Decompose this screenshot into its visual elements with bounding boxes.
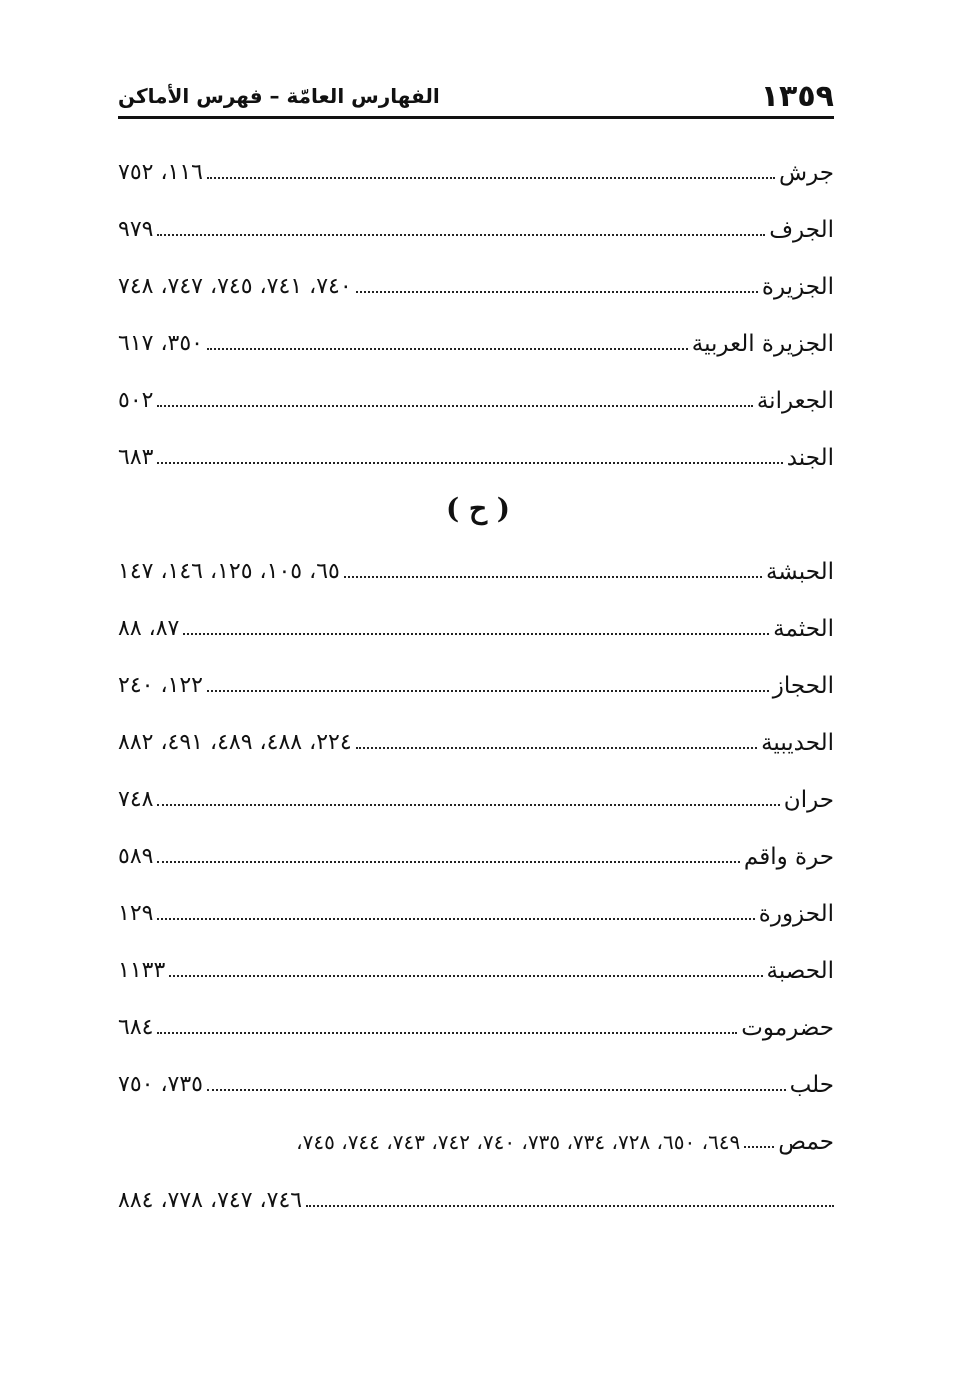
index-entry <box>118 604 834 644</box>
entry-term: جرش <box>779 160 834 186</box>
index-entry <box>118 148 834 188</box>
index-entry <box>118 376 834 416</box>
entry-pages: ٦٨٤ <box>118 1015 154 1040</box>
index-entry <box>118 1003 834 1043</box>
page-header <box>118 78 834 114</box>
entry-term: حران <box>783 787 834 813</box>
entry-pages: ١١٣٣ <box>118 958 166 983</box>
entry-term: الجعرانة <box>756 388 834 414</box>
dot-leader <box>207 690 769 692</box>
dot-leader <box>356 291 758 293</box>
index-entry <box>118 1117 834 1157</box>
header-rule <box>118 116 834 119</box>
section-heading: ( ح ) <box>445 492 511 525</box>
index-entry <box>118 433 834 473</box>
entry-term: الجند <box>786 445 834 471</box>
entry-pages: ٦٤٩، ٦٥٠، ٧٢٨، ٧٣٤، ٧٣٥، ٧٤٠، ٧٤٢، ٧٤٣، ٧٤٤، ٧٤٥، <box>296 1130 741 1154</box>
index-entry <box>118 319 834 359</box>
entry-term: الحبشة <box>765 559 834 585</box>
dot-leader <box>344 576 762 578</box>
entry-term: الحثمة <box>773 616 834 642</box>
dot-leader <box>157 234 765 236</box>
entry-term: حلب <box>789 1072 834 1098</box>
entry-pages: ٧٤٠، ٧٤١، ٧٤٥، ٧٤٧، ٧٤٨ <box>118 274 352 299</box>
index-entry <box>118 946 834 986</box>
dot-leader <box>356 747 757 749</box>
dot-leader <box>183 633 769 635</box>
entry-pages: ١١٦، ٧٥٢ <box>118 160 203 185</box>
dot-leader <box>157 462 782 464</box>
entry-term: الحديبية <box>761 730 834 756</box>
dot-leader <box>744 1146 774 1148</box>
dot-leader <box>157 804 779 806</box>
entry-pages: ٢٢٤، ٤٨٨، ٤٨٩، ٤٩١، ٨٨٢ <box>118 730 352 755</box>
dot-leader <box>207 177 775 179</box>
index-entry <box>118 262 834 302</box>
index-entry <box>118 718 834 758</box>
dot-leader <box>157 1032 737 1034</box>
index-entry <box>118 889 834 929</box>
entry-pages: ٥٠٢ <box>118 388 154 413</box>
entry-term: الحصبة <box>766 958 834 984</box>
index-entry <box>118 832 834 872</box>
dot-leader <box>157 405 752 407</box>
entry-pages: ١٢٢، ٢٤٠ <box>118 673 203 698</box>
entry-pages: ٧٤٦، ٧٤٧، ٧٧٨، ٨٨٤ <box>118 1188 303 1213</box>
entry-pages: ٨٧، ٨٨ <box>118 616 180 641</box>
entry-term: حرة واقم <box>743 844 834 870</box>
index-entry <box>118 547 834 587</box>
running-title: الفهارس العامّة – فهرس الأماكن <box>118 84 440 108</box>
entry-pages: ٦٨٣ <box>118 445 154 470</box>
entry-pages: ٧٤٨ <box>118 787 154 812</box>
entry-pages: ٩٧٩ <box>118 217 154 242</box>
entry-term: حضرموت <box>741 1015 834 1041</box>
entry-pages: ٦٥، ١٠٥، ١٢٥، ١٤٦، ١٤٧ <box>118 559 340 584</box>
entry-term: الحزورة <box>758 901 834 927</box>
entry-pages: ٥٨٩ <box>118 844 154 869</box>
index-entry-continuation <box>118 1176 834 1216</box>
dot-leader <box>169 975 762 977</box>
dot-leader <box>306 1205 834 1207</box>
dot-leader <box>207 348 688 350</box>
entry-term: الحجاز <box>772 673 834 699</box>
entry-term: حمص <box>778 1129 834 1155</box>
index-entry <box>118 205 834 245</box>
entry-pages: ٧٣٥، ٧٥٠ <box>118 1072 203 1097</box>
entry-pages: ١٢٩ <box>118 901 154 926</box>
page-number: ١٣٥٩ <box>760 78 834 114</box>
entry-term: الجرف <box>769 217 834 243</box>
index-entry <box>118 775 834 815</box>
index-entry <box>118 661 834 701</box>
entry-term: الجزيرة <box>761 274 834 300</box>
dot-leader <box>207 1089 786 1091</box>
entry-pages: ٣٥٠، ٦١٧ <box>118 331 203 356</box>
dot-leader <box>157 918 754 920</box>
dot-leader <box>157 861 739 863</box>
entry-term: الجزيرة العربية <box>691 331 834 357</box>
index-entry <box>118 1060 834 1100</box>
